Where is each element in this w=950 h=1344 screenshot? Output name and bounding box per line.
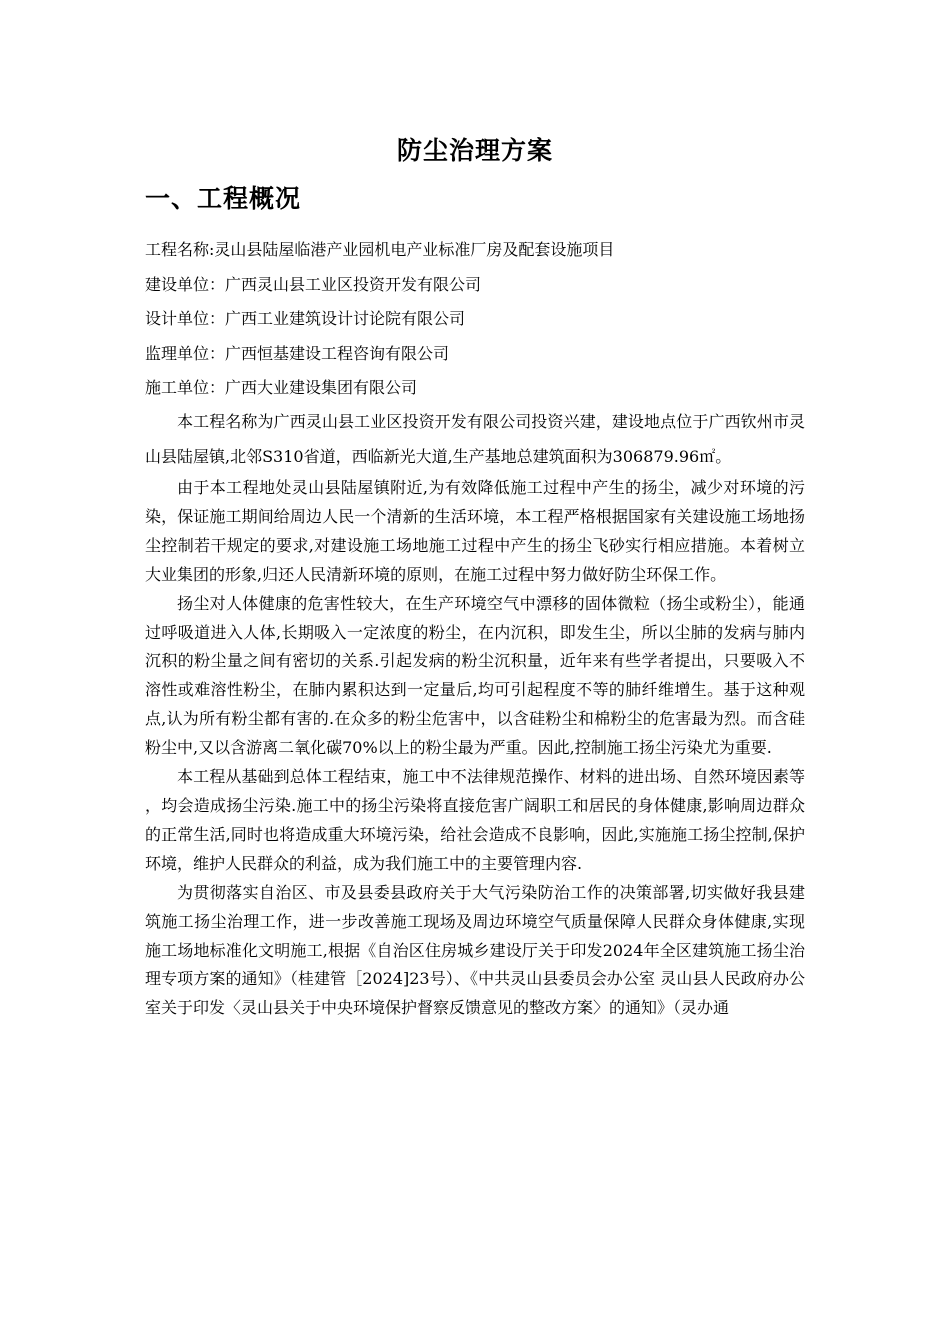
- contractor-unit-line: 施工单位：广西大业建设集团有限公司: [145, 378, 418, 397]
- design-unit-line: 设计单位：广西工业建筑设计讨论院有限公司: [145, 309, 466, 328]
- project-info-list: [145, 233, 815, 406]
- paragraph-dust-health-hazard: 扬尘对人体健康的危害性较大，在生产环境空气中漂移的固体微粒（扬尘或粉尘），能通过呼吸道进入人体,长期吸入一定浓度的粉尘，在内沉积，即发生尘，所以尘肺的发病与肺内沉积的粉尘量之间有密切的关系.引起发病的粉尘沉积量，近年来有些学者提出，只要吸入不溶性或难溶性粉尘，在肺内累积达到一定量后,均可引起程度不等的肺纤维增生。基于这种观点,认为所有粉尘都有害的.在众多的粉尘危害中，以含硅粉尘和棉粉尘的危害最为烈。而含硅粉尘中,又以含游离二氧化碳70%以上的粉尘最为严重。因此,控制施工扬尘污染尤为重要.: [145, 593, 805, 758]
- body-text: [145, 405, 805, 1023]
- project-name-line: 工程名称:灵山县陆屋临港产业园机电产业标准厂房及配套设施项目: [145, 240, 615, 259]
- section-heading: 一、工程概况: [145, 184, 302, 213]
- construction-unit-line: 建设单位：广西灵山县工业区投资开发有限公司: [145, 274, 482, 294]
- paragraph-dust-control-purpose: 由于本工程地处灵山县陆屋镇附近,为有效降低施工过程中产生的扬尘，减少对环境的污染，保证施工期间给周边人民一个清新的生活环境，本工程严格根据国家有关建设施工场地扬尘控制若干规定的要求,对建设施工场地施工过程中产生的扬尘飞砂实行相应措施。本着树立大业集团的形象,归还人民清新环境的原则，在施工过程中努力做好防尘环保工作。: [145, 478, 805, 584]
- paragraph-policy-basis: 为贯彻落实自治区、市及县委县政府关于大气污染防治工作的决策部署,切实做好我县建筑施工扬尘治理工作，进一步改善施工现场及周边环境空气质量保障人民群众身体健康,实现施工场地标准化文明施工,根据《自治区住房城乡建设厅关于印发2024年全区建筑施工扬尘治理专项方案的通知》（桂建管［2024]23号）、《中共灵山县委员会办公室 灵山县人民政府办公室关于印发〈灵山县关于中央环境保护督察反馈意见的整改方案〉的通知》（灵办通: [145, 882, 805, 1018]
- paragraph-construction-dust-sources: 本工程从基础到总体工程结束，施工中不法律规范操作、材料的进出场、自然环境因素等，均会造成扬尘污染.施工中的扬尘污染将直接危害广阔职工和居民的身体健康,影响周边群众的正常生活,同时也将造成重大环境污染，给社会造成不良影响，因此,实施施工扬尘控制,保护环境，维护人民群众的利益，成为我们施工中的主要管理内容.: [145, 767, 805, 873]
- document-title: 防尘治理方案: [396, 136, 553, 165]
- supervision-unit-line: 监理单位：广西恒基建设工程咨询有限公司: [145, 343, 450, 363]
- paragraph-project-location: 本工程名称为广西灵山县工业区投资开发有限公司投资兴建，建设地点位于广西钦州市灵山县陆屋镇,北邻S310省道，西临新光大道,生产基地总建筑面积为306879.96㎡。: [145, 412, 805, 466]
